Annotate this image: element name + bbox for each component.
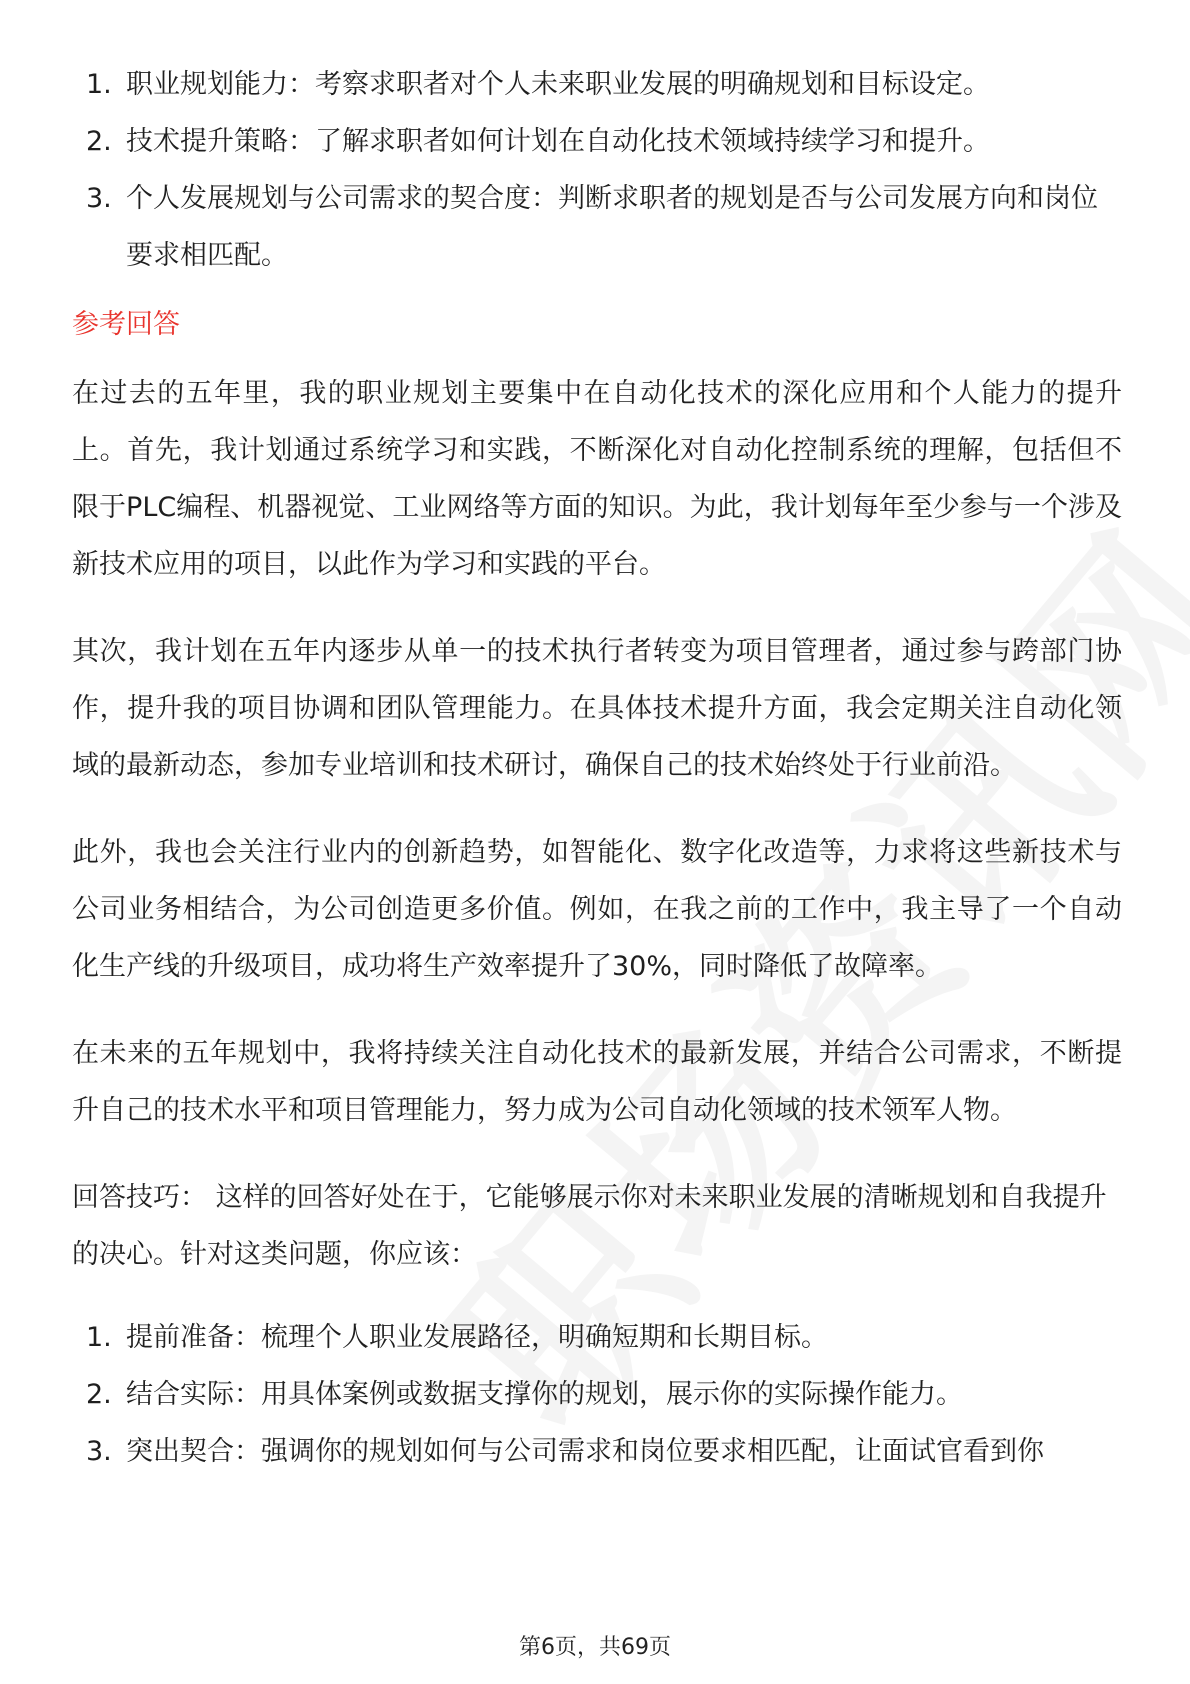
document-body [72,56,1122,1480]
list-text: 提前准备：梳理个人职业发展路径，明确短期和长期目标。 [126,1322,828,1353]
list-item [72,56,1122,113]
list-number: 2. [86,1379,112,1410]
page-footer: 第6页，共69页 [519,1635,671,1660]
list-number: 1. [86,69,112,100]
list-text: 技术提升策略：了解求职者如何计划在自动化技术领域持续学习和提升。 [126,126,990,157]
criteria-list [72,56,1122,284]
list-item [72,1309,1122,1366]
list-text: 突出契合：强调你的规划如何与公司需求和岗位要求相匹配，让面试官看到你 [126,1436,1044,1467]
list-number: 2. [86,126,112,157]
answer-paragraph: 在过去的五年里，我的职业规划主要集中在自动化技术的深化应用和个人能力的提升上。首先，我计划通过系统学习和实践，不断深化对自动化控制系统的理解，包括但不限于PLC编程、机器视觉、工业网络等方面的知识。为此，我计划每年至少参与一个涉及新技术应用的项目，以此作为学习和实践的平台。 [72,378,1122,580]
list-number: 1. [86,1322,112,1353]
answer-paragraph: 此外，我也会关注行业内的创新趋势，如智能化、数字化改造等，力求将这些新技术与公司业务相结合，为公司创造更多价值。例如，在我之前的工作中，我主导了一个自动化生产线的升级项目，成功将生产效率提升了30%，同时降低了故障率。 [72,837,1122,982]
list-text: 职业规划能力：考察求职者对个人未来职业发展的明确规划和目标设定。 [126,69,990,100]
list-item [72,170,1122,284]
list-text: 个人发展规划与公司需求的契合度：判断求职者的规划是否与公司发展方向和岗位要求相匹配。 [126,183,1098,271]
tips-paragraph: 回答技巧： 这样的回答好处在于，它能够展示你对未来职业发展的清晰规划和自我提升的决心。针对这类问题，你应该： [72,1182,1107,1270]
list-item [72,113,1122,170]
tips-list [72,1309,1122,1480]
list-number: 3. [86,1436,112,1467]
list-item [72,1423,1122,1480]
section-heading: 参考回答 [72,309,180,340]
answer-paragraph: 其次，我计划在五年内逐步从单一的技术执行者转变为项目管理者，通过参与跨部门协作，提升我的项目协调和团队管理能力。在具体技术提升方面，我会定期关注自动化领域的最新动态，参加专业培训和技术研讨，确保自己的技术始终处于行业前沿。 [72,636,1122,781]
list-text: 结合实际：用具体案例或数据支撑你的规划，展示你的实际操作能力。 [126,1379,963,1410]
answer-paragraph: 在未来的五年规划中，我将持续关注自动化技术的最新发展，并结合公司需求，不断提升自己的技术水平和项目管理能力，努力成为公司自动化领域的技术领军人物。 [72,1038,1122,1126]
list-item [72,1366,1122,1423]
list-number: 3. [86,183,112,214]
